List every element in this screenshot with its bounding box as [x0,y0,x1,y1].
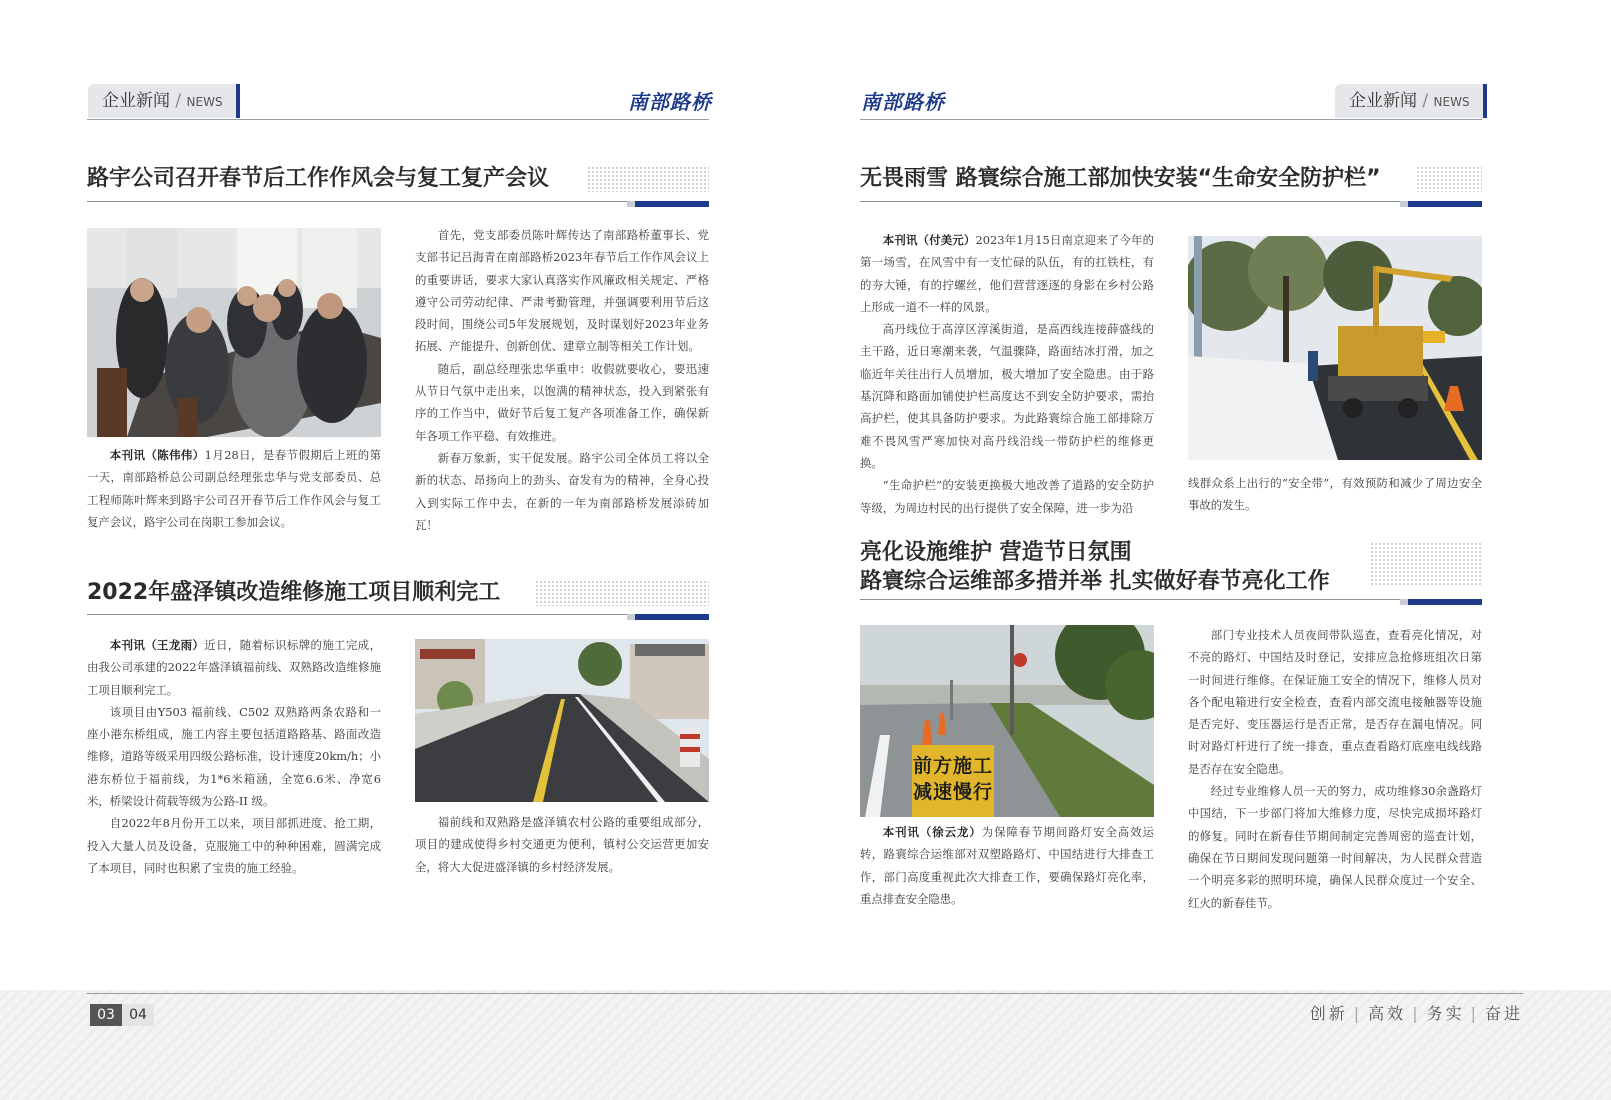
article4-lead-text: 为保障春节期间路灯安全高效运转，路寰综合运维部对双塑路路灯、中国结进行大排查工作，部门高度重视此次大排查工作，要确保路灯亮化率，重点排查安全隐患。 [860,825,1154,906]
article3-continuation-text: 线群众系上出行的“安全带”，有效预防和减少了周边安全事故的发生。 [1188,476,1482,513]
title-rule-accent-grey [1400,599,1408,605]
road-sign-line2: 减速慢行 [912,781,993,803]
title-dots [587,166,709,192]
section-tag-accent [236,84,240,118]
section-tag-zh: 企业新闻 [1349,91,1417,111]
article-title: 路宇公司召开春节后工作作风会与复工复产会议 [87,166,550,191]
brand-logo: 南部路桥 [628,90,712,114]
article1-body [415,224,709,536]
article1-lead-text: 1月28日，是春节假期后上班的第一天，南部路桥总公司副总经理张忠华与党支部委员、总工程师陈叶辉来到路宇公司召开春节后工作作风会与复工复产会议，路宇公司在岗职工参加会议。 [87,448,381,529]
section-tag [1335,84,1483,118]
footer-slogan [1310,1001,1523,1024]
title-rule [87,614,709,615]
title-rule-accent-grey [1400,201,1408,207]
slogan-word: 高效 [1368,1004,1407,1023]
article1-byline: 本刊讯（陈伟伟） [109,448,205,462]
article3-byline: 本刊讯（付美元） [882,233,976,247]
snow-work-photo-image [1188,236,1482,460]
left-page [0,0,805,1100]
title-rule [87,201,709,202]
title-rule-accent [1408,599,1482,605]
road-photo-image [415,639,709,802]
footer-rule [87,993,1523,994]
article2-byline: 本刊讯（王龙雨） [109,638,205,652]
article-title: 2022年盛泽镇改造维修施工项目顺利完工 [87,580,501,605]
title-rule-accent-grey [627,614,635,620]
header-rule [860,119,1482,120]
title-rule [860,201,1482,202]
article1-paragraph: 新春万象新，实干促发展。路宇公司全体员工将以全新的状态、昂扬向上的劲头、奋发有为的精神，全身心投入到实际工作中去，在新的一年为南部路桥发展添砖加瓦！ [415,450,709,532]
slogan-word: 奋进 [1484,1004,1523,1023]
article2-caption-text: 福前线和双熟路是盛泽镇农村公路的重要组成部分，项目的建成使得乡村交通更为便利，镇村公交运营更加安全，将大大促进盛泽镇的乡村经济发展。 [415,815,709,874]
title-rule-accent [635,201,709,207]
snow-work-photo [1188,236,1482,460]
section-tag-sep: / [1422,91,1429,111]
slogan-separator: | [1470,1004,1479,1023]
article1-lead [87,444,381,533]
article1-paragraph: 随后，副总经理张忠华重申：收假就要收心，要迅速从节日气氛中走出来，以饱满的精神状态，投入到紧张有序的工作当中，做好节后复工复产各项准备工作，确保新年各项工作平稳、有效推进。 [415,361,709,443]
slogan-separator: | [1412,1004,1421,1023]
brand-logo: 南部路桥 [861,90,945,114]
title-dots [1416,166,1482,192]
article1-paragraph: 首先，党支部委员陈叶辉传达了南部路桥董事长、党支部书记吕海青在南部路桥2023年春节后工作作风会议上的重要讲话，要求大家认真落实作风廉政相关规定、严格遵守公司劳动纪律、严肃考勤管理，并强调要利用节后这段时间，围绕公司5年发展规划，及时谋划好2023年业务拓展、产能提升、创新创优、建章立制等相关工作计划。 [415,228,709,354]
article3-paragraph: 高丹线位于高淳区淳溪街道，是高西线连接薛盛线的主干路，近日寒潮来袭，气温骤降，路面结冰打滑，加之临近年关往出行人员增加，极大增加了安全隐患。由于路基沉降和路面加铺使护栏高度达不到安全防护要求，需抬高护栏，使其具备防护要求。为此路寰综合施工部排除万难不畏风雪严寒加快对高丹线沿线一带防护栏的维修更换。 [860,322,1154,470]
section-tag-accent [1483,84,1487,118]
meeting-photo-image [87,228,381,437]
article3-paragraph: “生命护栏”的安装更换极大地改善了道路的安全防护等级，为周边村民的出行提供了安全保障，进一步为沿 [860,478,1154,515]
road-sign [912,745,994,817]
slogan-separator: | [1353,1004,1363,1023]
article3-continuation [1188,472,1482,517]
slogan-word: 务实 [1426,1004,1465,1023]
article4-title-line1: 亮化设施维护 营造节日氛围 [860,540,1132,565]
article4-body [1188,624,1482,914]
page-number-left: 03 [90,1004,122,1026]
title-rule [860,599,1482,600]
title-rule-accent [635,614,709,620]
meeting-photo [87,228,381,437]
article2-caption [415,811,709,878]
lighting-photo [860,625,1154,817]
title-dots [1370,542,1482,586]
article2-body [87,634,381,879]
article2-lead-text: 近日，随着标识标牌的施工完成，由我公司承建的2022年盛泽镇福前线、双熟路改造维修施工项目顺利完工。 [87,638,381,697]
article3-lead-text: 2023年1月15日南京迎来了今年的第一场雪，在风雪中有一支忙碌的队伍，有的扛铁柱，有的夯大锤，有的拧螺丝，他们营营逐逐的身影在乡村公路上形成一道不一样的风景。 [860,233,1154,314]
title-rule-accent [1408,201,1482,207]
road-sign-line1: 前方施工 [912,755,993,777]
article4-paragraph: 经过专业维修人员一天的努力，成功维修30余盏路灯中国结，下一步部门将加大维修力度，尽快完成损坏路灯的修复。同时在新春佳节期间制定完善周密的巡查计划，确保在节日期间发现问题第一时间解决，为人民群众营造一个明亮多彩的照明环境，确保人民群众度过一个安全、红火的新春佳节。 [1188,784,1482,910]
section-tag-zh: 企业新闻 [102,91,170,111]
article-title [860,538,1330,596]
lighting-photo-image [860,625,1154,817]
article3-body [860,229,1154,519]
page-number-right: 04 [122,1004,154,1026]
header-rule [87,119,709,120]
title-dots [535,580,709,606]
section-tag [88,84,236,118]
section-tag-en: NEWS [186,95,223,109]
title-rule-accent-grey [627,201,635,207]
section-tag-en: NEWS [1433,95,1470,109]
slogan-word: 创新 [1309,1004,1348,1023]
section-tag-sep: / [175,91,182,111]
article4-lead [860,821,1154,910]
article2-paragraph: 该项目由Y503 福前线、C502 双熟路两条农路和一座小港东桥组成，施工内容主要包括道路路基、路面改造维修，道路等级采用四级公路标准，设计速度20km/h；小港东桥位于福前线，为1*6米箱涵，全宽6.6米、净宽6米，桥梁设计荷载等级为公路-II 级。 [87,704,381,809]
article4-paragraph: 部门专业技术人员夜间带队巡查，查看亮化情况，对不亮的路灯、中国结及时登记，安排应急抢修班组次日第一时间进行维修。在保证施工安全的情况下，维修人员对各个配电箱进行安全检查，查看内部交流电接触器等设施是否完好、变压器运行是否正常，是否存在漏电情况。同时对路灯杆进行了统一排查，重点查看路灯底座电线线路是否存在安全隐患。 [1188,628,1482,776]
road-photo [415,639,709,802]
article2-paragraph: 自2022年8月份开工以来，项目部抓进度、抢工期，投入大量人员及设备，克服施工中的种种困难，圆满完成了本项目，同时也积累了宝贵的施工经验。 [87,816,381,875]
article-title: 无畏雨雪 路寰综合施工部加快安装“生命安全防护栏” [860,166,1381,191]
article4-title-line2: 路寰综合运维部多措并举 扎实做好春节亮化工作 [860,569,1330,594]
article4-byline: 本刊讯（徐云龙） [882,825,982,839]
right-page [805,0,1611,1100]
